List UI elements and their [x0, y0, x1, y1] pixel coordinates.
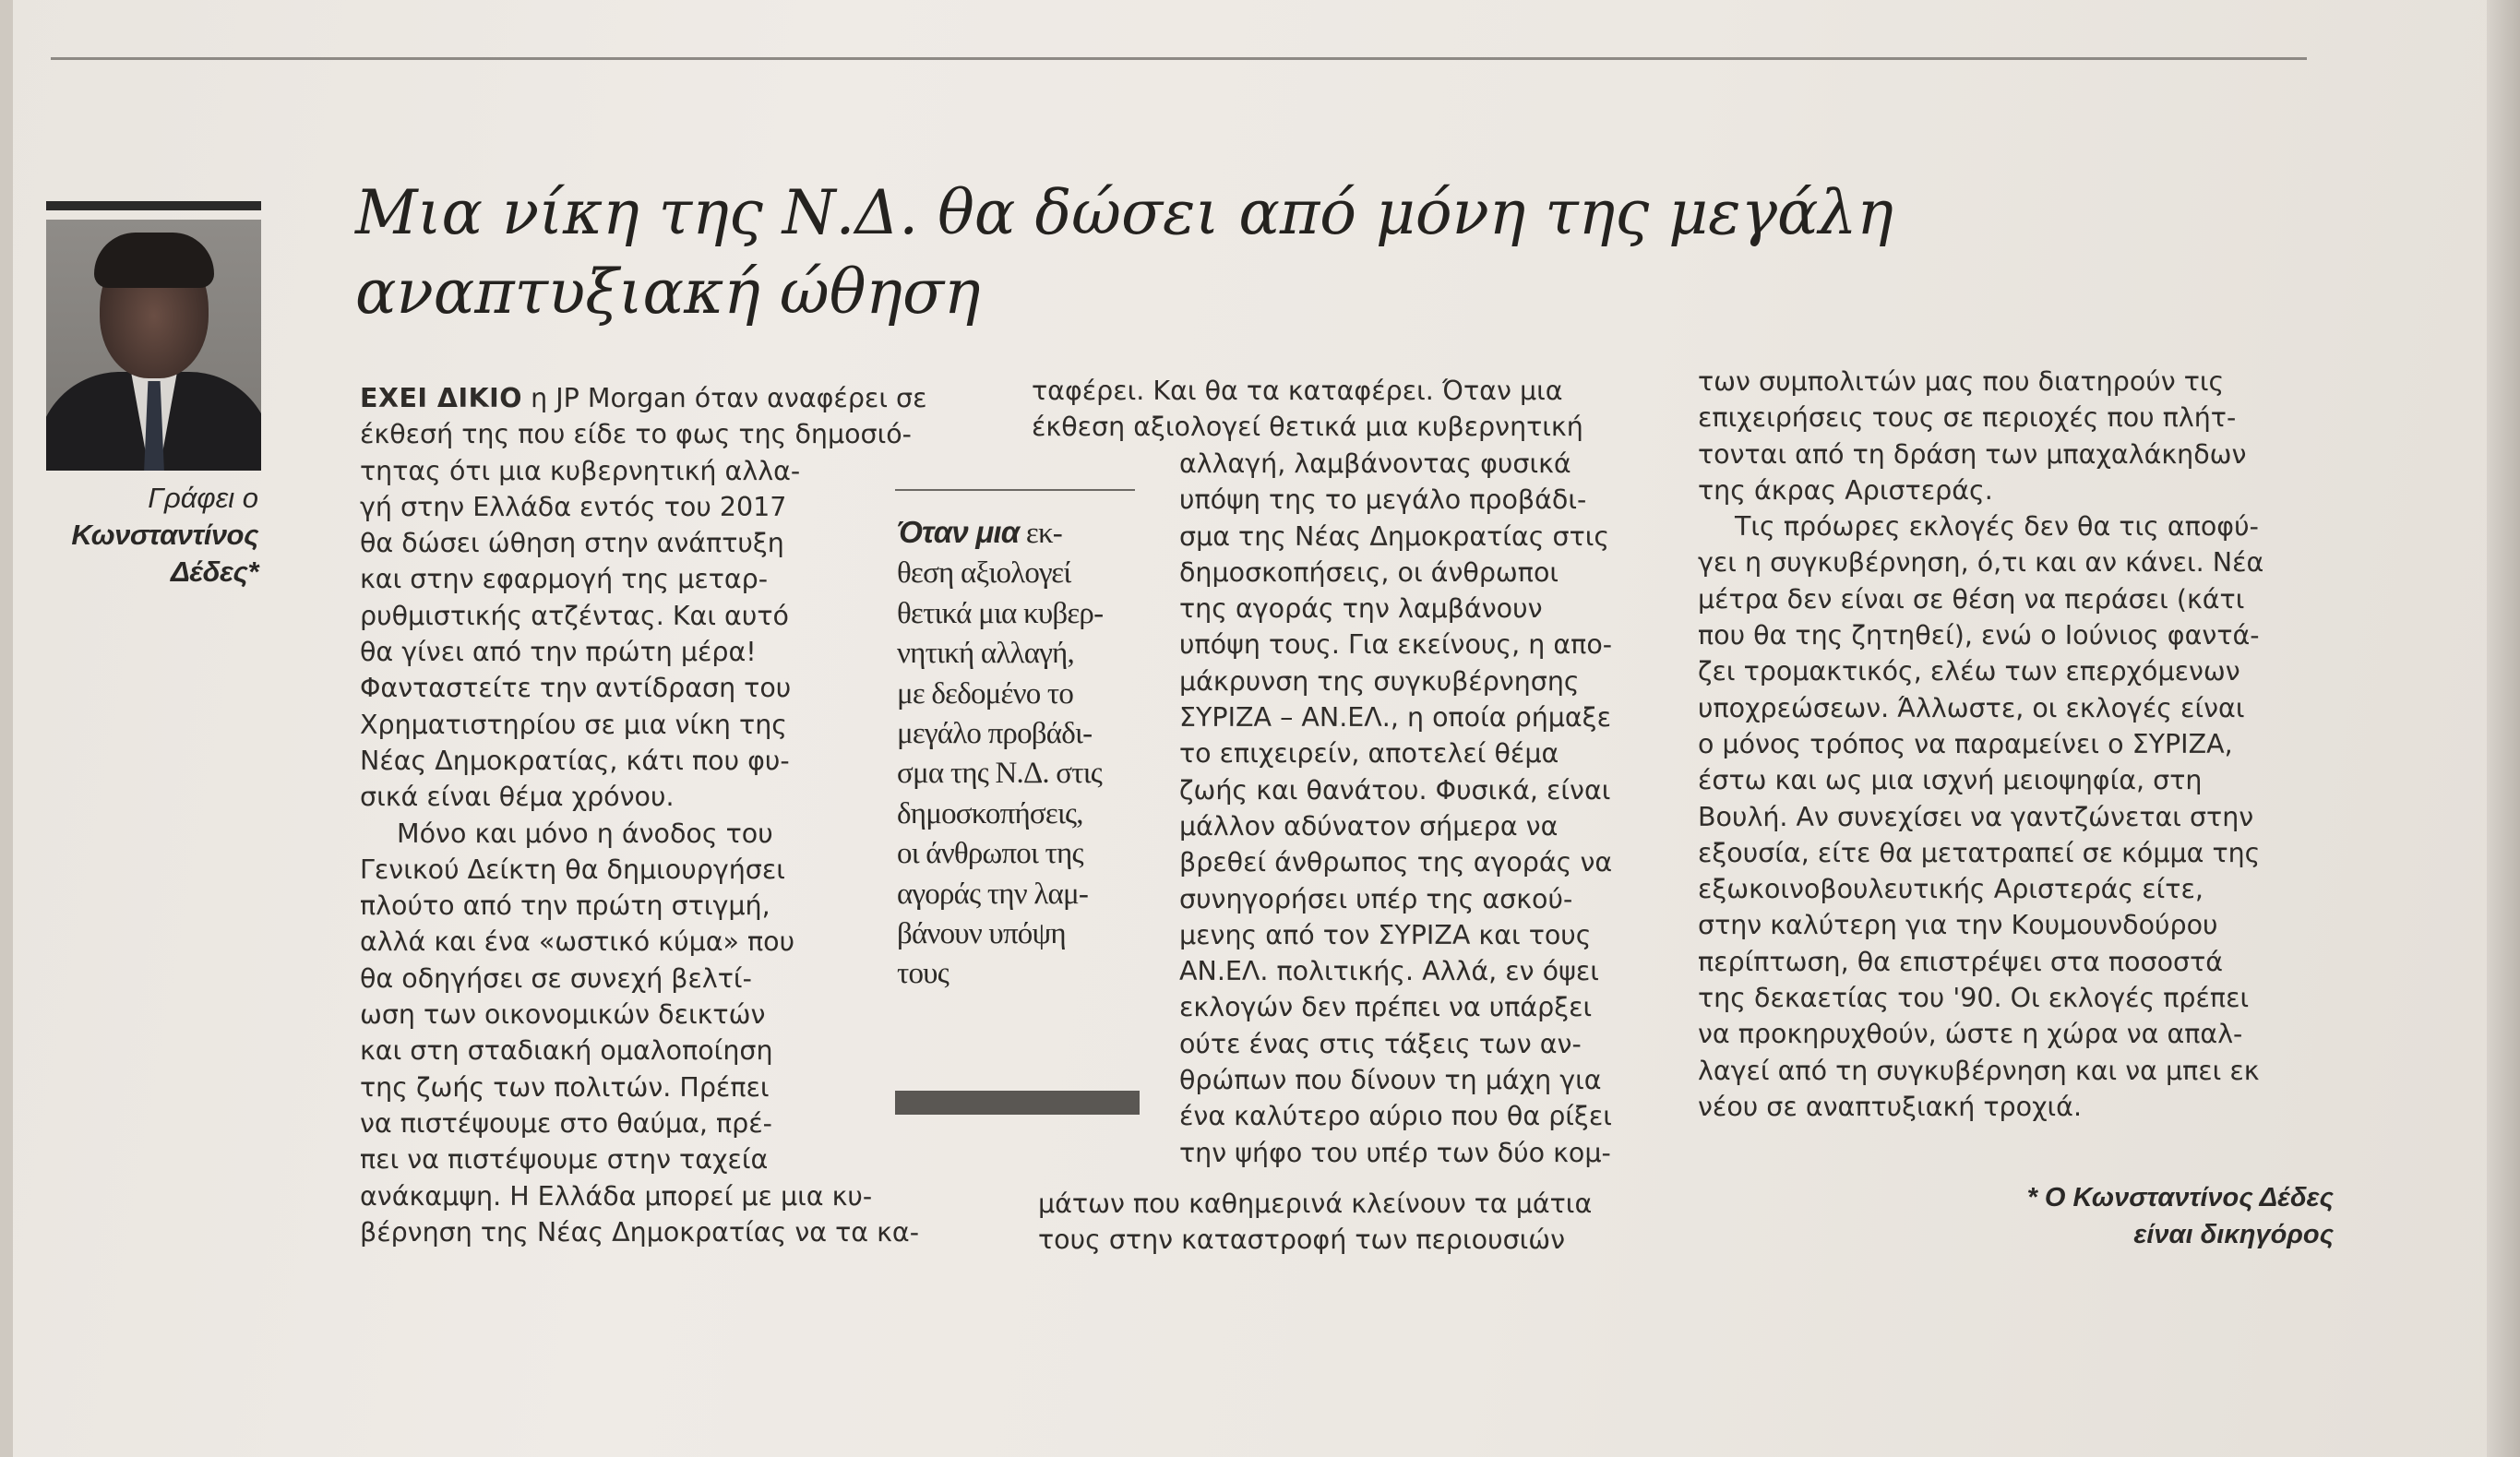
author-photo: [46, 220, 261, 471]
byline-label: Γράφει ο: [148, 482, 258, 514]
text-line: βέρνηση της Νέας Δημοκρατίας να τα κα-: [360, 1216, 919, 1248]
text-line: ταφέρει. Και θα τα καταφέρει. Όταν μια: [1032, 376, 1563, 406]
text-line: μάκρυνση της συγκυβέρνησης: [1179, 665, 1580, 697]
text-line: έκθεσή της που είδε το φως της δημοσιό-: [360, 419, 912, 450]
pullquote-line: δημοσκοπήσεις,: [897, 796, 1083, 830]
article-column-2-bottom: [1038, 1186, 1666, 1259]
pullquote-line: αγοράς την λαμ-: [897, 877, 1089, 911]
text-line: θα δώσει ώθηση στην ανάπτυξη: [360, 528, 784, 559]
photo-top-bar: [46, 201, 261, 210]
author-note: [2027, 1179, 2334, 1253]
byline-name-last: Δέδες*: [171, 555, 258, 588]
lead-word: ΕΧΕΙ ΔΙΚΙΟ: [360, 383, 523, 413]
text-line: μάτων που καθημερινά κλείνουν τα μάτια: [1038, 1188, 1593, 1219]
text-line: τητας ότι μια κυβερνητική αλλα-: [360, 455, 801, 486]
text-line: θρώπων που δίνουν τη μάχη για: [1179, 1065, 1602, 1096]
text-line: της άκρας Αριστεράς.: [1698, 474, 1993, 506]
paragraph-1: [360, 380, 987, 816]
text-line: εκλογών δεν πρέπει να υπάρξει: [1179, 992, 1593, 1023]
pullquote-bar: [895, 1091, 1140, 1115]
text-line: της δεκαετίας του '90. Οι εκλογές πρέπει: [1698, 983, 2250, 1014]
top-rule: [51, 57, 2307, 60]
text-line: γή στην Ελλάδα εντός του 2017: [360, 491, 787, 522]
text-line: ο μόνος τρόπος να παραμείνει ο ΣΥΡΙΖΑ,: [1698, 728, 2233, 759]
pullquote-line: μεγάλο προβάδι-: [897, 717, 1093, 751]
text-line: επιχειρήσεις τους σε περιοχές που πλήτ-: [1698, 402, 2237, 434]
photo-hair: [94, 233, 214, 288]
text-line: εξουσία, είτε θα μετατραπεί σε κόμμα της: [1698, 837, 2261, 868]
text-line: Φανταστείτε την αντίδραση του: [360, 673, 792, 704]
pullquote-line: νητική αλλαγή,: [897, 637, 1074, 671]
text-line: υπόψη τους. Για εκείνους, η απο-: [1179, 629, 1613, 661]
text-line: έκθεση αξιολογεί θετικά μια κυβερνητική: [1032, 412, 1583, 443]
text-line: τους στην καταστροφή των περιουσιών: [1038, 1224, 1566, 1256]
text-line: της αγοράς την λαμβάνουν: [1179, 593, 1543, 625]
text-line: νέου σε αναπτυξιακή τροχιά.: [1698, 1091, 2083, 1122]
text-line: θα γίνει από την πρώτη μέρα!: [360, 637, 757, 668]
text-line: [360, 380, 987, 416]
text-line: σικά είναι θέμα χρόνου.: [360, 782, 675, 813]
text-line: βρεθεί άνθρωπος της αγοράς να: [1179, 847, 1613, 878]
text-line: και στην εφαρμογή της μεταρ-: [360, 564, 769, 595]
text-line: υποχρεώσεων. Άλλωστε, οι εκλογές είναι: [1698, 692, 2245, 723]
page-fold: [0, 0, 13, 1457]
text-line: ζει τρομακτικός, ελέω των επερχόμενων: [1698, 656, 2240, 687]
text-line: των συμπολιτών μας που διατηρούν τις: [1698, 366, 2225, 397]
pullquote-line: τους: [897, 957, 949, 991]
text-line: Γενικού Δείκτη θα δημιουργήσει: [360, 854, 785, 885]
pullquote-lead: Όταν μια: [897, 515, 1020, 549]
text-line: ωση των οικονομικών δεικτών: [360, 999, 766, 1031]
article-column-2-top: [1032, 373, 1659, 446]
pullquote-line: βάνουν υπόψη: [897, 917, 1066, 951]
text-line: θα οδηγήσει σε συνεχή βελτί-: [360, 962, 752, 994]
text-line: λαγεί από τη συγκυβέρνηση και να μπει εκ: [1698, 1055, 2260, 1086]
text-line: το επιχειρείν, αποτελεί θέμα: [1179, 738, 1559, 770]
text-line: αλλά και ένα «ωστικό κύμα» που: [360, 926, 795, 958]
text-line: της ζωής των πολιτών. Πρέπει: [360, 1071, 770, 1103]
text-line: πλούτο από την πρώτη στιγμή,: [360, 890, 770, 922]
article-headline: Μια νίκη της Ν.Δ. θα δώσει από μόνη της μεγάλη αναπτυξιακή ώθηση: [355, 177, 1893, 328]
pullquote-line-part: εκ-: [1019, 517, 1062, 550]
text-line: Χρηματιστηρίου σε μια νίκη της: [360, 709, 787, 740]
author-note-line-1: * Ο Κωνσταντίνος Δέδες: [2026, 1183, 2334, 1212]
byline-name-first: Κωνσταντίνος: [71, 519, 258, 551]
text-line: έστω και ως μια ισχνή μειοψηφία, στη: [1698, 765, 2203, 796]
text-line: περίπτωση, θα επιστρέψει στα ποσοστά: [1698, 946, 2224, 977]
article-column-1: [360, 380, 987, 1250]
text-line: ούτε ένας στις τάξεις των αν-: [1179, 1028, 1582, 1059]
text-line: Μόνο και μόνο η άνοδος του: [397, 818, 773, 849]
text-line: Νέας Δημοκρατίας, κάτι που φυ-: [360, 745, 790, 776]
text-line: σμα της Νέας Δημοκρατίας στις: [1179, 520, 1610, 552]
text-line: γει η συγκυβέρνηση, ό,τι και αν κάνει. Νέα: [1698, 547, 2264, 579]
text-line: στην καλύτερη για την Κουμουνδούρου: [1698, 910, 2218, 941]
text-line: δημοσκοπήσεις, οι άνθρωποι: [1179, 556, 1559, 588]
text-line: που θα της ζητηθεί), ενώ ο Ιούνιος φαντά-: [1698, 620, 2260, 651]
text-line: να πιστέψουμε στο θαύμα, πρέ-: [360, 1107, 772, 1139]
text-line: τονται από τη δράση των μπαχαλάκηδων: [1698, 438, 2247, 470]
text-line: μάλλον αδύνατον σήμερα να: [1179, 810, 1559, 842]
pullquote-line: θεση αξιολογεί: [897, 556, 1071, 591]
byline: [55, 480, 258, 591]
text-line: συνηγορήσει υπέρ της ασκού-: [1179, 883, 1573, 914]
pullquote: [897, 512, 1137, 995]
text-line: μενης από τον ΣΥΡΙΖΑ και τους: [1179, 919, 1592, 950]
text-line: Βουλή. Αν συνεχίσει να γαντζώνεται στην: [1698, 801, 2254, 832]
article-column-2: [1179, 446, 1659, 1171]
article-column-3: [1698, 364, 2344, 1125]
text-line: μέτρα δεν είναι σε θέση να περάσει (κάτι: [1698, 583, 2245, 615]
paragraph-col3-1: [1698, 364, 2344, 508]
text-line: ζωής και θανάτου. Φυσικά, είναι: [1179, 774, 1611, 806]
text-line: αλλαγή, λαμβάνοντας φυσικά: [1179, 448, 1571, 479]
text-line: πει να πιστέψουμε στην ταχεία: [360, 1144, 769, 1176]
text-line: την ψήφο του υπέρ των δύο κομ-: [1179, 1137, 1611, 1168]
text-line: υπόψη της το μεγάλο προβάδι-: [1179, 484, 1587, 516]
text-line: να προκηρυχθούν, ώστε η χώρα να απαλ-: [1698, 1019, 2243, 1050]
page-edge: [2487, 0, 2520, 1457]
text-line: ανάκαμψη. Η Ελλάδα μπορεί με μια κυ-: [360, 1180, 873, 1212]
pullquote-line: οι άνθρωποι της: [897, 837, 1083, 871]
pullquote-line: σμα της Ν.Δ. στις: [897, 757, 1103, 791]
paragraph-col3-2: [1698, 508, 2344, 1125]
text-line: ΣΥΡΙΖΑ – ΑΝ.ΕΛ., η οποία ρήμαξε: [1179, 702, 1611, 734]
paragraph-2: [360, 816, 987, 1251]
text-line: ρυθμιστικής ατζέντας. Και αυτό: [360, 600, 789, 631]
text-line: ΑΝ.ΕΛ. πολιτικής. Αλλά, εν όψει: [1179, 956, 1599, 987]
author-note-line-2: είναι δικηγόρος: [2133, 1220, 2334, 1249]
text-line: ένα καλύτερο αύριο που θα ρίξει: [1179, 1101, 1612, 1132]
text-line: Τις πρόωρες εκλογές δεν θα τις αποφύ-: [1735, 511, 2259, 543]
pullquote-line: με δεδομένο το: [897, 676, 1074, 711]
pullquote-line: θετικά μια κυβερ-: [897, 596, 1104, 630]
pullquote-line: [897, 512, 1137, 554]
text-line: και στη σταδιακή ομαλοποίηση: [360, 1035, 773, 1067]
pullquote-rule: [895, 489, 1135, 491]
text-line-part: η JP Morgan όταν αναφέρει σε: [522, 383, 927, 413]
text-line: εξωκοινοβουλευτικής Αριστεράς είτε,: [1698, 874, 2204, 905]
